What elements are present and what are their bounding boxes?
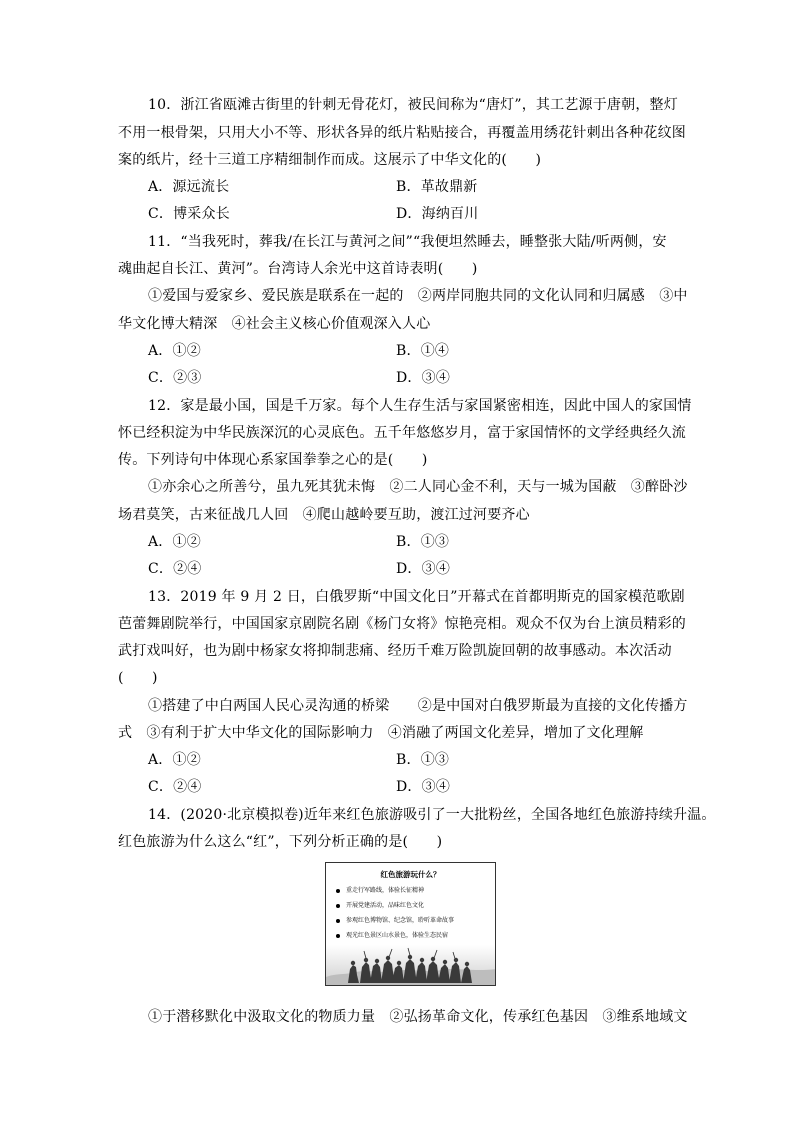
bullet-icon: [336, 904, 340, 908]
q14-choices-line-1: ①于潜移默化中汲取文化的物质力量 ②弘扬革命文化，传承红色基因 ③维系地域文: [148, 1009, 688, 1025]
q10-option-b: B．革故鼎新: [396, 179, 478, 195]
q13-stem-line-3: 武打戏叫好，也为剧中杨家女将抑制悲痛、经历千难万险凯旋回朝的故事感动。本次活动: [118, 643, 672, 659]
q12-stem-line-2: 怀已经积淀为中华民族深沉的心灵底色。五千年悠悠岁月，富于家国情怀的文学经典经久流: [118, 425, 686, 441]
q11-choices-line-2: 华文化博大精深 ④社会主义核心价值观深入人心: [118, 316, 431, 332]
figure-list-item: 参观红色博物馆、纪念馆，聆听革命故事: [336, 916, 454, 925]
q13-option-d: D．③④: [396, 779, 451, 795]
q10-option-d: D．海纳百川: [396, 206, 479, 222]
q12-stem-line-3: 传。下列诗句中体现心系家国拳拳之心的是( ): [118, 452, 428, 468]
bullet-icon: [336, 889, 340, 893]
q12-option-a: A．①②: [148, 534, 201, 550]
q14-stem-line-2: 红色旅游为什么这么“红”，下列分析正确的是( ): [118, 834, 443, 850]
figure-list-item: 重走行军路线，体验长征精神: [336, 886, 424, 895]
q12-option-c: C．②④: [148, 561, 202, 577]
q12-option-b: B．①③: [396, 534, 450, 550]
bullet-icon: [336, 934, 340, 938]
figure-list-item: 观光红色景区山水景色，体验生态民宿: [336, 931, 448, 940]
q10-option-a: A．源远流长: [148, 179, 230, 195]
q10-stem-line-2: 不用一根骨架，只用大小不等、形状各异的纸片粘贴接合，再覆盖用绣花针刺出各种花纹图: [118, 125, 686, 141]
figure-title: 红色旅游玩什么？: [380, 870, 441, 879]
q13-stem-line-2: 芭蕾舞剧院举行，中国国家京剧院名剧《杨门女将》惊艳亮相。观众不仅为台上演员精彩的: [118, 616, 686, 632]
q14-stem-line-1: 14．(2020·北京模拟卷)近年来红色旅游吸引了一大批粉丝，全国各地红色旅游持续升温。: [148, 807, 716, 823]
q12-choices-line-2: 场君莫笑，古来征战几人回 ④爬山越岭要互助，渡江过河要齐心: [118, 507, 530, 523]
q11-stem-line-2: 魂曲起自长江、黄河”。台湾诗人余光中这首诗表明( ): [118, 261, 478, 277]
q11-choices-line-1: ①爱国与爱家乡、爱民族是联系在一起的 ②两岸同胞共同的文化认同和归属感 ③中: [148, 288, 688, 304]
q12-stem-line-1: 12．家是最小国，国是千万家。每个人生存生活与家国紧密相连，因此中国人的家国情: [148, 398, 692, 414]
q10-stem-line-3: 案的纸片，经十三道工序精细制作而成。这展示了中华文化的( ): [118, 152, 542, 168]
q11-option-b: B．①④: [396, 343, 450, 359]
q11-option-a: A．①②: [148, 343, 201, 359]
q10-stem-line-1: 10．浙江省瓯滩古街里的针刺无骨花灯，被民间称为“唐灯”，其工艺源于唐朝，整灯: [148, 97, 678, 113]
soldier-statue-silhouette-icon: [326, 945, 496, 985]
q10-option-c: C．博采众长: [148, 206, 230, 222]
q13-option-c: C．②④: [148, 779, 202, 795]
q13-stem-line-1: 13．2019 年 9 月 2 日，白俄罗斯“中国文化日”开幕式在首都明斯克的国家模范歌剧: [148, 589, 685, 605]
q13-choices-line-1: ①搭建了中白两国人民心灵沟通的桥梁 ②是中国对白俄罗斯最为直接的文化传播方: [148, 698, 688, 714]
figure-list-item: 开展党建活动，品味红色文化: [336, 901, 424, 910]
q13-option-a: A．①②: [148, 752, 201, 768]
q11-option-d: D．③④: [396, 370, 451, 386]
q13-option-b: B．①③: [396, 752, 450, 768]
q11-option-c: C．②③: [148, 370, 202, 386]
q12-option-d: D．③④: [396, 561, 451, 577]
red-tourism-figure: [325, 862, 496, 986]
q12-choices-line-1: ①亦余心之所善兮，虽九死其犹未悔 ②二人同心金不利，天与一城为国蔽 ③醉卧沙: [148, 479, 688, 495]
q13-choices-line-2: 式 ③有利于扩大中华文化的国际影响力 ④消融了两国文化差异，增加了文化理解: [118, 725, 644, 741]
bullet-icon: [336, 919, 340, 923]
q13-answer-blank: ( ): [118, 670, 158, 686]
q11-stem-line-1: 11．“当我死时，葬我/在长江与黄河之间”“我便坦然睡去，睡整张大陆/听两侧，安: [148, 234, 667, 250]
